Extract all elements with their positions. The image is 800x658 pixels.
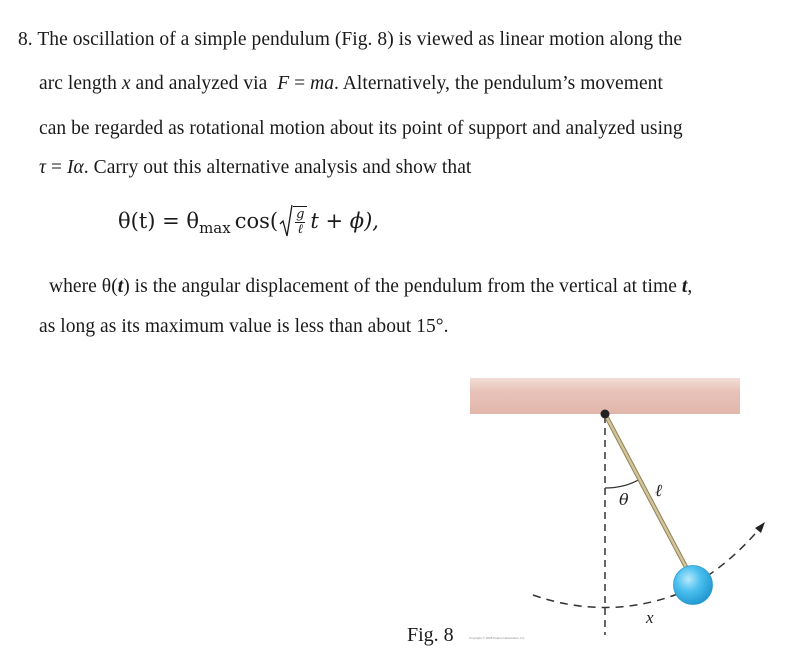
- var-tau: τ: [39, 157, 47, 178]
- fraction-g-over-l: $\frac{g}{\text{ℓ}}$: [293, 206, 307, 236]
- var-I-alpha: Iα: [66, 157, 84, 178]
- var-F: F: [277, 73, 290, 94]
- square-root: [279, 204, 310, 238]
- pendulum-bob: [674, 566, 713, 605]
- theta-arc: [605, 479, 640, 488]
- problem-line-6: as long as its maximum value is less than about 15°.: [39, 316, 449, 337]
- arrowhead-icon: [755, 522, 765, 533]
- figure-caption: Fig. 8: [407, 624, 454, 646]
- problem-line-2: arc length x and analyzed via F = ma. Alternatively, the pendulum’s movement: [39, 73, 663, 94]
- copyright-notice: Copyright © 2008 Pearson Education, Inc.: [469, 636, 526, 640]
- arc-length-label: x: [646, 608, 654, 627]
- problem-line-4: τ = Iα. Carry out this alternative analysis and show that: [39, 157, 472, 178]
- pivot-point: [601, 410, 610, 419]
- radical-sign-icon: [279, 204, 293, 238]
- length-label: ℓ: [655, 481, 663, 501]
- problem-line-1: 8. The oscillation of a simple pendulum (Fig. 8) is viewed as linear motion along the: [18, 29, 683, 50]
- ceiling-support: [470, 378, 740, 414]
- pendulum-diagram: [460, 370, 780, 653]
- pendulum-equation: θ(t) = θ max cos( $\frac{g}{\text{ℓ}}$ t + ϕ),: [118, 204, 379, 238]
- problem-line-3: can be regarded as rotational motion about its point of support and analyzed using: [39, 118, 683, 139]
- var-ma: ma: [310, 73, 334, 94]
- var-x: x: [121, 73, 131, 94]
- arc-path: [533, 528, 760, 608]
- pendulum-figure: [460, 370, 780, 653]
- theta-label: θ: [619, 490, 629, 509]
- problem-number: 8.: [18, 29, 33, 50]
- problem-line-5: where θ(t) is the angular displacement of the pendulum from the vertical at time t,: [49, 276, 693, 297]
